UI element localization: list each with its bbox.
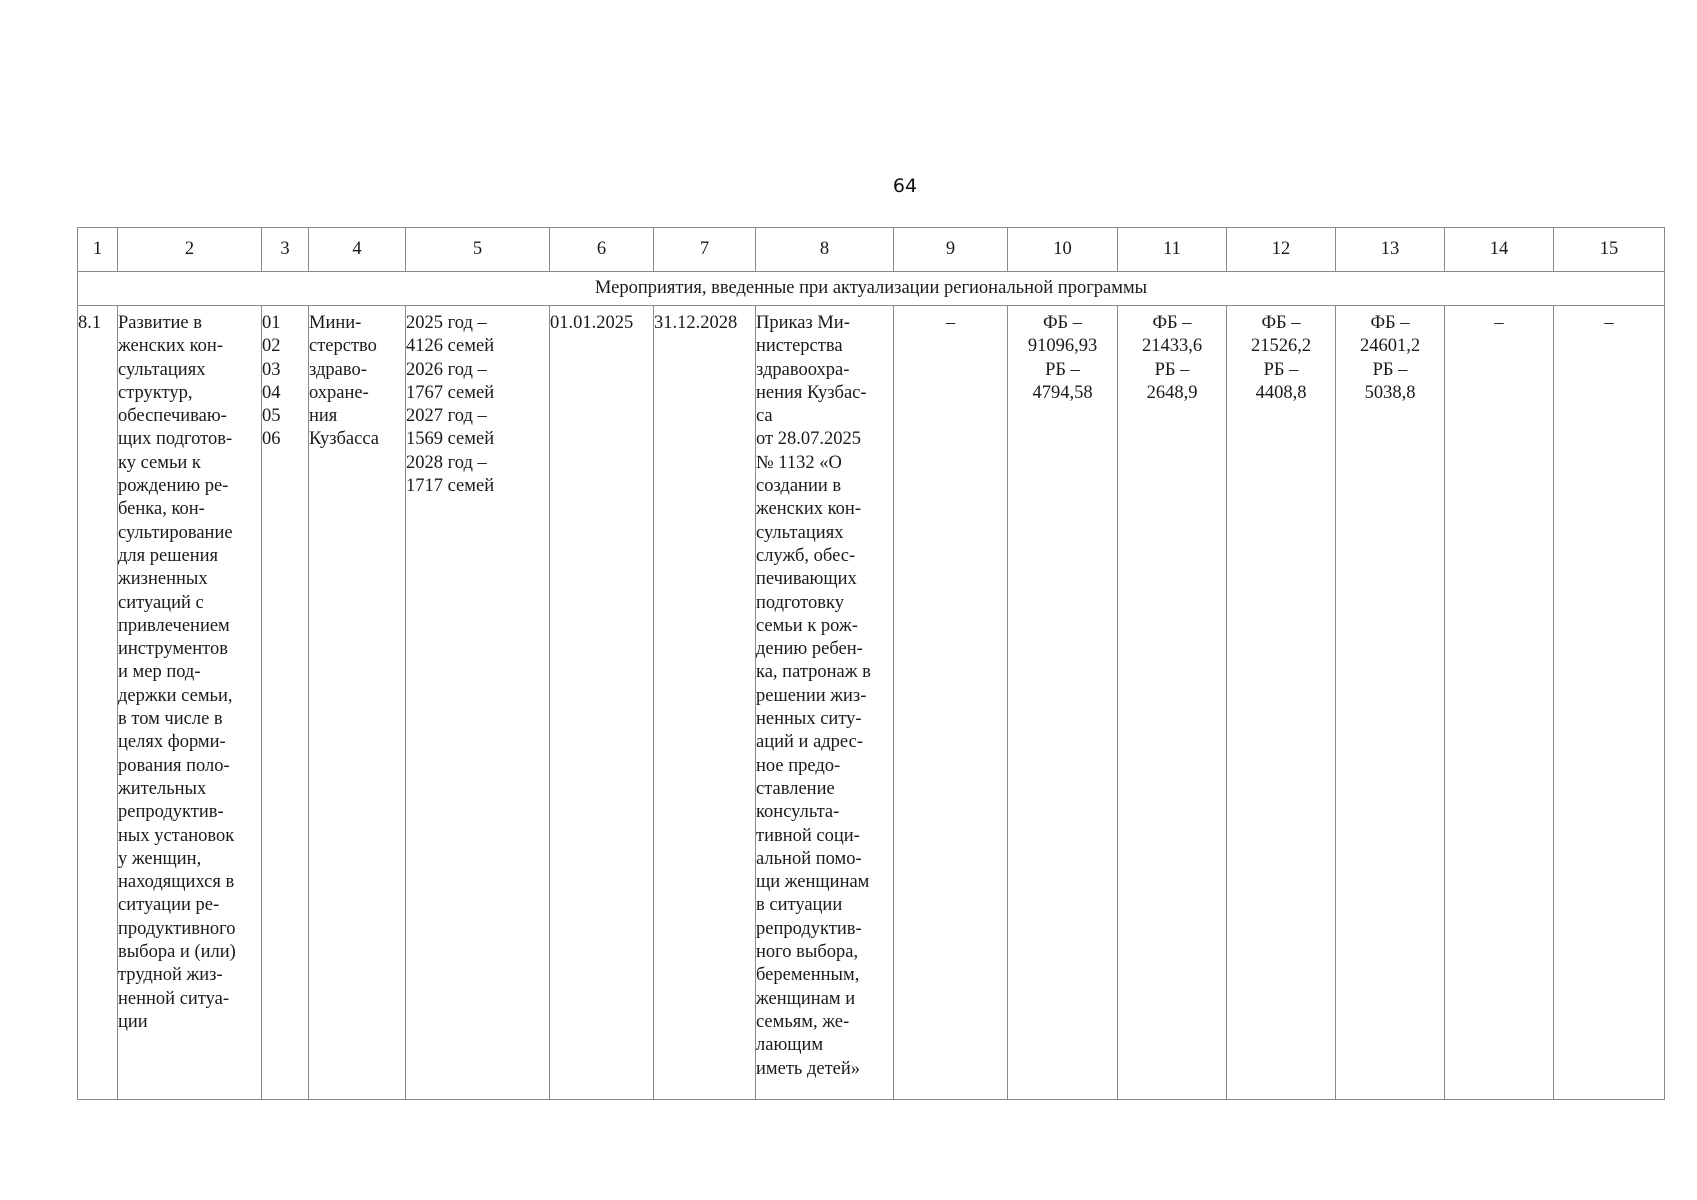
header-cell: 7 xyxy=(654,228,756,272)
cell-col-15: – xyxy=(1554,306,1665,1100)
header-cell: 15 xyxy=(1554,228,1665,272)
header-cell: 12 xyxy=(1227,228,1336,272)
page-number: 64 xyxy=(892,175,918,197)
header-cell: 11 xyxy=(1118,228,1227,272)
header-cell: 9 xyxy=(894,228,1008,272)
section-title: Мероприятия, введенные при актуализации региональной программы xyxy=(78,272,1665,306)
cell-col-9: – xyxy=(894,306,1008,1100)
header-cell: 8 xyxy=(756,228,894,272)
task-codes: 01 02 03 04 05 06 xyxy=(262,306,309,1100)
program-table xyxy=(77,227,1665,1100)
header-cell: 4 xyxy=(309,228,406,272)
row-number: 8.1 xyxy=(78,306,118,1100)
cell-col-12: ФБ – 21526,2 РБ – 4408,8 xyxy=(1227,306,1336,1100)
regulatory-document: Приказ Ми- нистерства здравоохра- нения Кузбас- са от 28.07.2025 № 1132 «О создании в женских кон- сультациях служб, обес- печивающих подготовку семьи к рож- дению ребен- ка, патронаж в решении жиз- ненных ситу- аций и адрес- ное предо- ставление консульта- тивной соци- альной помо- щи женщинам в ситуации репродуктив- ного выбора, беременным, женщинам и семьям, же- лающим иметь детей» xyxy=(756,306,894,1100)
header-cell: 6 xyxy=(550,228,654,272)
cell-col-10: ФБ – 91096,93 РБ – 4794,58 xyxy=(1008,306,1118,1100)
header-cell: 14 xyxy=(1445,228,1554,272)
cell-col-11: ФБ – 21433,6 РБ – 2648,9 xyxy=(1118,306,1227,1100)
cell-col-13: ФБ – 24601,2 РБ – 5038,8 xyxy=(1336,306,1445,1100)
executor: Мини- стерство здраво- охране- ния Кузбасса xyxy=(309,306,406,1100)
header-cell: 10 xyxy=(1008,228,1118,272)
section-row xyxy=(78,272,1665,306)
measure-name: Развитие в женских кон- сультациях структур, обеспечиваю- щих подготов- ку семьи к рождению ре- бенка, кон- сультирование для решения жизненных ситуаций с привлечением инструментов и мер под- держки семьи, в том числе в целях форми- рования поло- жительных репродуктив- ных установок у женщин, находящихся в ситуации ре- продуктивного выбора и (или) трудной жиз- ненной ситуа- ции xyxy=(118,306,262,1100)
cell-col-14: – xyxy=(1445,306,1554,1100)
header-cell: 13 xyxy=(1336,228,1445,272)
start-date: 01.01.2025 xyxy=(550,306,654,1100)
header-cell: 2 xyxy=(118,228,262,272)
header-cell: 1 xyxy=(78,228,118,272)
header-cell: 5 xyxy=(406,228,550,272)
header-row xyxy=(78,228,1665,272)
end-date: 31.12.2028 xyxy=(654,306,756,1100)
indicators: 2025 год – 4126 семей 2026 год – 1767 семей 2027 год – 1569 семей 2028 год – 1717 семей xyxy=(406,306,550,1100)
table-row xyxy=(78,306,1665,1100)
header-cell: 3 xyxy=(262,228,309,272)
